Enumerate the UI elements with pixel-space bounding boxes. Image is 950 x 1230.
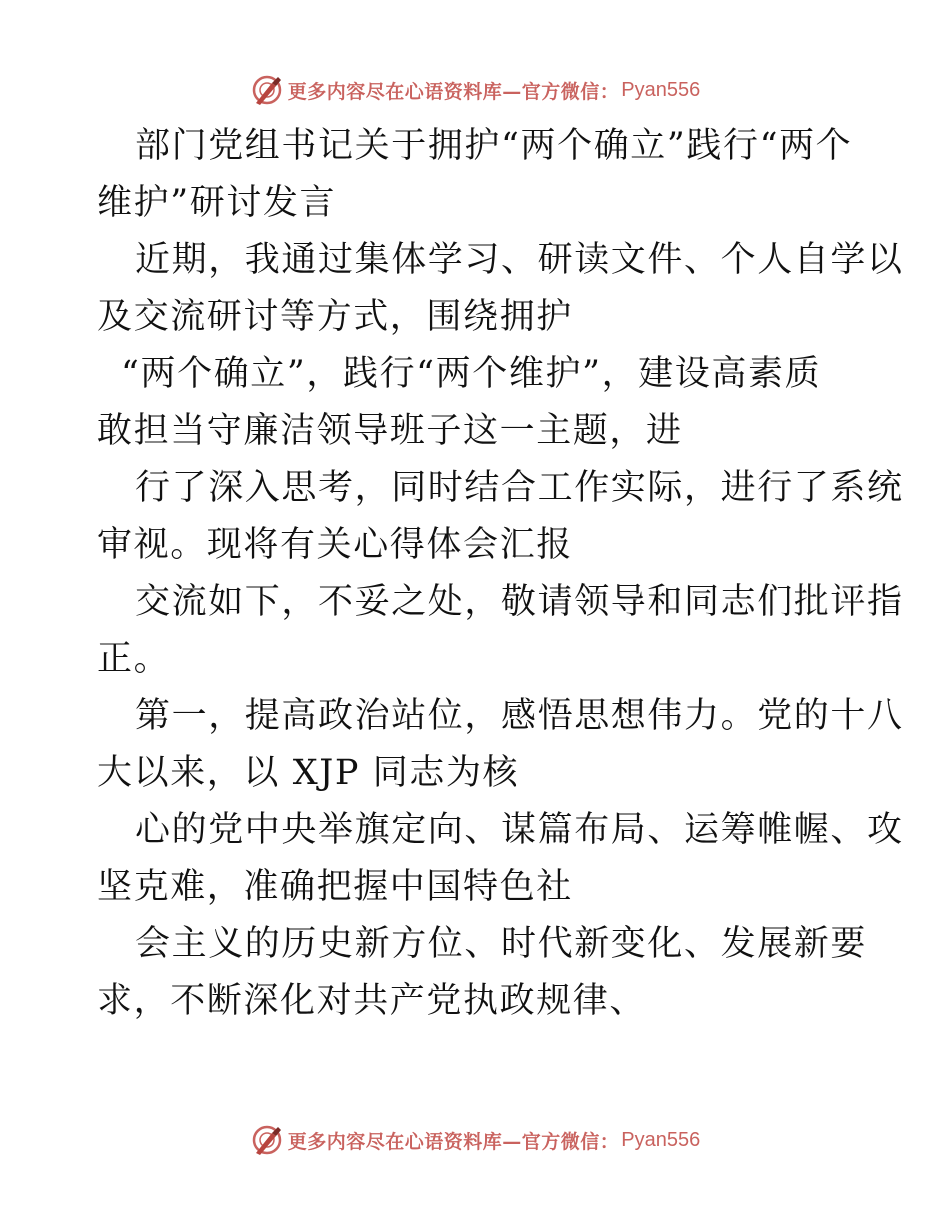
banner-text: 更多内容尽在心语资料库—官方微信： (287, 1130, 620, 1153)
paragraph-line: 正。 (97, 639, 171, 679)
paragraph-line: 近期，我通过集体学习、研读文件、个人自学以 (135, 240, 904, 280)
header-banner (0, 70, 950, 110)
paragraph-line: 坚克难，准确把握中国特色社 (97, 867, 573, 907)
banner-text: 更多内容尽在心语资料库—官方微信： (287, 80, 620, 103)
wechat-id: Pyan556 (621, 78, 701, 101)
pen-circle-logo-icon (250, 73, 284, 107)
paragraph-line: 及交流研讨等方式，围绕拥护 (97, 297, 573, 337)
wechat-id: Pyan556 (621, 1128, 701, 1151)
paragraph-line: “两个确立”，践行“两个维护”，建设高素质 (121, 354, 822, 394)
paragraph-line: 第一，提高政治站位，感悟思想伟力。党的十八 (135, 696, 904, 736)
paragraph-line: 心的党中央举旗定向、谋篇布局、运筹帷幄、攻 (135, 810, 904, 850)
pen-circle-logo-icon (250, 1123, 284, 1157)
paragraph-line: 交流如下，不妥之处，敬请领导和同志们批评指 (135, 582, 904, 622)
paragraph-line: 会主义的历史新方位、时代新变化、发展新要 (135, 924, 868, 964)
paragraph-line: 求，不断深化对共产党执政规律、 (97, 981, 647, 1021)
document-body (97, 118, 904, 1030)
title-line-2: 维护”研讨发言 (97, 183, 337, 223)
paragraph-line: 大以来，以 XJP 同志为核 (97, 753, 520, 793)
title-line-1: 部门党组书记关于拥护“两个确立”践行“两个 (135, 126, 853, 166)
paragraph-line: 审视。现将有关心得体会汇报 (97, 525, 573, 565)
footer-banner (0, 1120, 950, 1160)
paragraph-line: 敢担当守廉洁领导班子这一主题，进 (97, 411, 683, 451)
paragraph-line: 行了深入思考，同时结合工作实际，进行了系统 (135, 468, 904, 508)
